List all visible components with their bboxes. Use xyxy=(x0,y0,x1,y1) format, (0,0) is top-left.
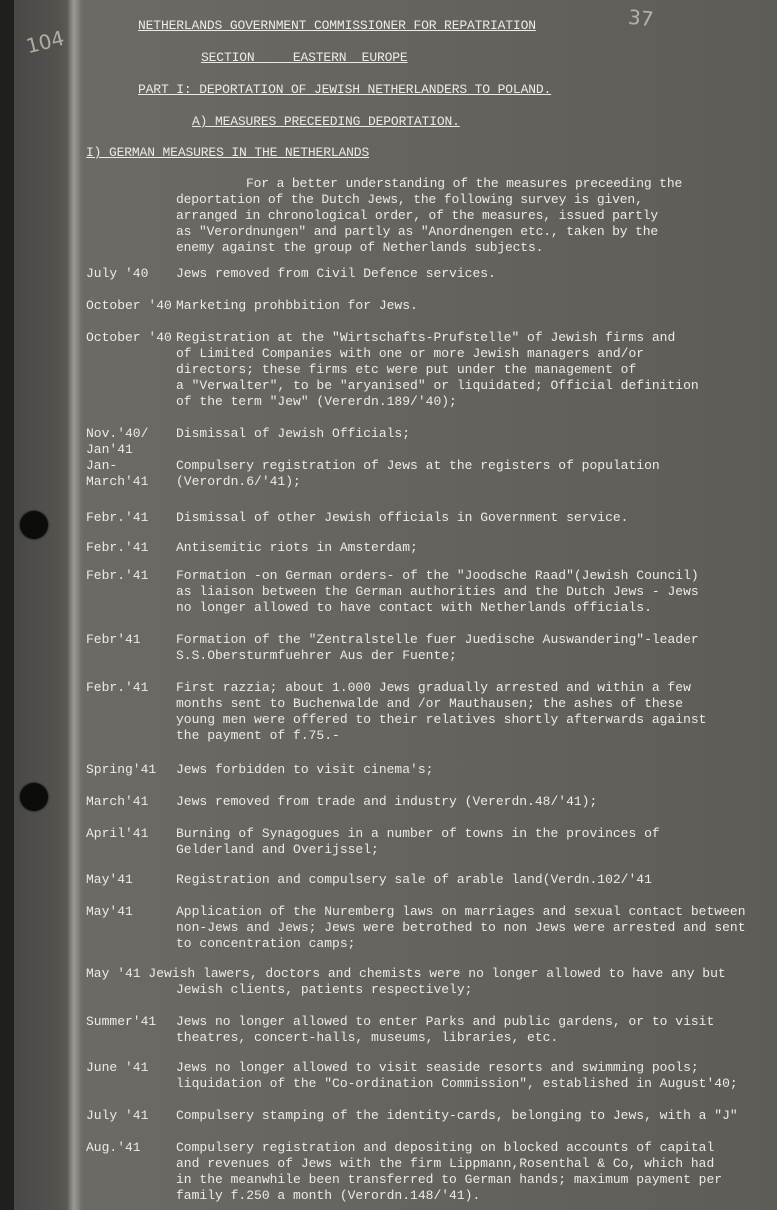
entry-text: no longer allowed to have contact with Netherlands officials. xyxy=(176,600,652,615)
entry-date: Febr.'41 xyxy=(86,680,149,695)
header-line-2: SECTION EASTERN EUROPE xyxy=(201,50,408,65)
entry-text: Jewish clients, patients respectively; xyxy=(176,982,473,997)
entry-text: to concentration camps; xyxy=(176,936,356,951)
entry-date: May'41 xyxy=(86,872,133,887)
entry-text: of the term "Jew" (Vererdn.189/'40); xyxy=(176,394,457,409)
entry-text: Compulsery registration of Jews at the registers of population xyxy=(176,458,660,473)
entry-text: Application of the Nuremberg laws on marriages and sexual contact between xyxy=(176,904,746,919)
entry-date: Febr'41 xyxy=(86,632,141,647)
entry-text: First razzia; about 1.000 Jews gradually arrested and within a few xyxy=(176,680,691,695)
entry-text: as liaison between the German authorities and the Dutch Jews - Jews xyxy=(176,584,699,599)
entry-date: Febr.'41 xyxy=(86,510,149,525)
entry-text: young men were offered to their relatives shortly afterwards against xyxy=(176,712,707,727)
entry-date: July '40 xyxy=(86,266,149,281)
section-title: I) GERMAN MEASURES IN THE NETHERLANDS xyxy=(86,145,370,160)
part-title: PART I: DEPORTATION OF JEWISH NETHERLANDERS TO POLAND. xyxy=(138,82,552,97)
entry-date: Nov.'40/ Jan'41 xyxy=(86,426,149,457)
entry-date: July '41 xyxy=(86,1108,149,1123)
entry-date: March'41 xyxy=(86,794,149,809)
scan-margin xyxy=(0,0,14,1210)
entry-text: S.S.Obersturmfuehrer Aus der Fuente; xyxy=(176,648,457,663)
entry-date: May '41 Jewish lawers, doctors and chemists were no longer allowed to have any but xyxy=(86,966,726,981)
entry-text: Jews no longer allowed to visit seaside resorts and swimming pools; xyxy=(176,1060,699,1075)
entry-text: liquidation of the "Co-ordination Commission", established in August'40; xyxy=(176,1076,738,1091)
intro-line: as "Verordnungen" and partly as "Anordnengen etc., taken by the xyxy=(176,224,659,239)
entry-text: and revenues of Jews with the firm Lippmann,Rosenthal & Co, which had xyxy=(176,1156,715,1171)
entry-text: Registration at the "Wirtschafts-Prufstelle" of Jewish firms and xyxy=(176,330,676,345)
entry-text: Jews forbidden to visit cinema's; xyxy=(176,762,434,777)
punch-hole-bottom xyxy=(20,783,48,811)
punch-hole-top xyxy=(20,511,48,539)
entry-date: April'41 xyxy=(86,826,149,841)
entry-date: Summer'41 xyxy=(86,1014,157,1029)
entry-text: Dismissal of Jewish Officials; xyxy=(176,426,411,441)
entry-date: October '40 xyxy=(86,330,172,345)
entry-text: (Verordn.6/'41); xyxy=(176,474,301,489)
entry-text: Dismissal of other Jewish officials in Government service. xyxy=(176,510,629,525)
entry-text: Compulsery registration and depositing on blocked accounts of capital xyxy=(176,1140,715,1155)
entry-date: Febr.'41 xyxy=(86,540,149,555)
entry-date: June '41 xyxy=(86,1060,149,1075)
entry-text: of Limited Companies with one or more Jewish managers and/or xyxy=(176,346,645,361)
intro-line: For a better understanding of the measures preceeding the xyxy=(246,176,683,191)
intro-line: arranged in chronological order, of the measures, issued partly xyxy=(176,208,659,223)
entry-text: Marketing prohbbition for Jews. xyxy=(176,298,418,313)
entry-date: Jan- March'41 xyxy=(86,458,149,489)
entry-text: the payment of f.75.- xyxy=(176,728,340,743)
entry-text: Antisemitic riots in Amsterdam; xyxy=(176,540,418,555)
subsection-title: A) MEASURES PRECEEDING DEPORTATION. xyxy=(192,114,460,129)
entry-text: Compulsery stamping of the identity-cards, belonging to Jews, with a "J" xyxy=(176,1108,738,1123)
intro-line: enemy against the group of Netherlands subjects. xyxy=(176,240,544,255)
handwritten-page-number-left: 104 xyxy=(23,25,67,59)
handwritten-page-number-right: 37 xyxy=(626,4,655,32)
entry-text: a "Verwalter", to be "aryanised" or liquidated; Official definition xyxy=(176,378,699,393)
fold-highlight xyxy=(68,0,80,1210)
entry-text: in the meanwhile been transferred to German hands; maximum payment per xyxy=(176,1172,723,1187)
entry-text: non-Jews and Jews; Jews were betrothed to non Jews were arrested and sent xyxy=(176,920,746,935)
entry-date: Aug.'41 xyxy=(86,1140,141,1155)
entry-date: Spring'41 xyxy=(86,762,157,777)
entry-text: Registration and compulsery sale of arable land(Verdn.102/'41 xyxy=(176,872,652,887)
intro-line: deportation of the Dutch Jews, the following survey is given, xyxy=(176,192,643,207)
header-line-1: NETHERLANDS GOVERNMENT COMMISSIONER FOR REPATRIATION xyxy=(138,18,536,33)
entry-text: Gelderland and Overijssel; xyxy=(176,842,379,857)
entry-text: Jews removed from trade and industry (Vererdn.48/'41); xyxy=(176,794,598,809)
entry-text: Formation -on German orders- of the "Joodsche Raad"(Jewish Council) xyxy=(176,568,699,583)
entry-text: Formation of the "Zentralstelle fuer Juedische Auswandering"-leader xyxy=(176,632,699,647)
entry-text: Jews removed from Civil Defence services. xyxy=(176,266,496,281)
entry-date: October '40 xyxy=(86,298,172,313)
entry-date: Febr.'41 xyxy=(86,568,149,583)
entry-text: Jews no longer allowed to enter Parks and public gardens, or to visit xyxy=(176,1014,715,1029)
entry-text: months sent to Buchenwalde and /or Mauthausen; the ashes of these xyxy=(176,696,684,711)
entry-date: May'41 xyxy=(86,904,133,919)
entry-text: directors; these firms etc were put under the management of xyxy=(176,362,637,377)
entry-text: Burning of Synagogues in a number of towns in the provinces of xyxy=(176,826,660,841)
entry-text: family f.250 a month (Verordn.148/'41). xyxy=(176,1188,481,1203)
entry-text: theatres, concert-halls, museums, libraries, etc. xyxy=(176,1030,559,1045)
